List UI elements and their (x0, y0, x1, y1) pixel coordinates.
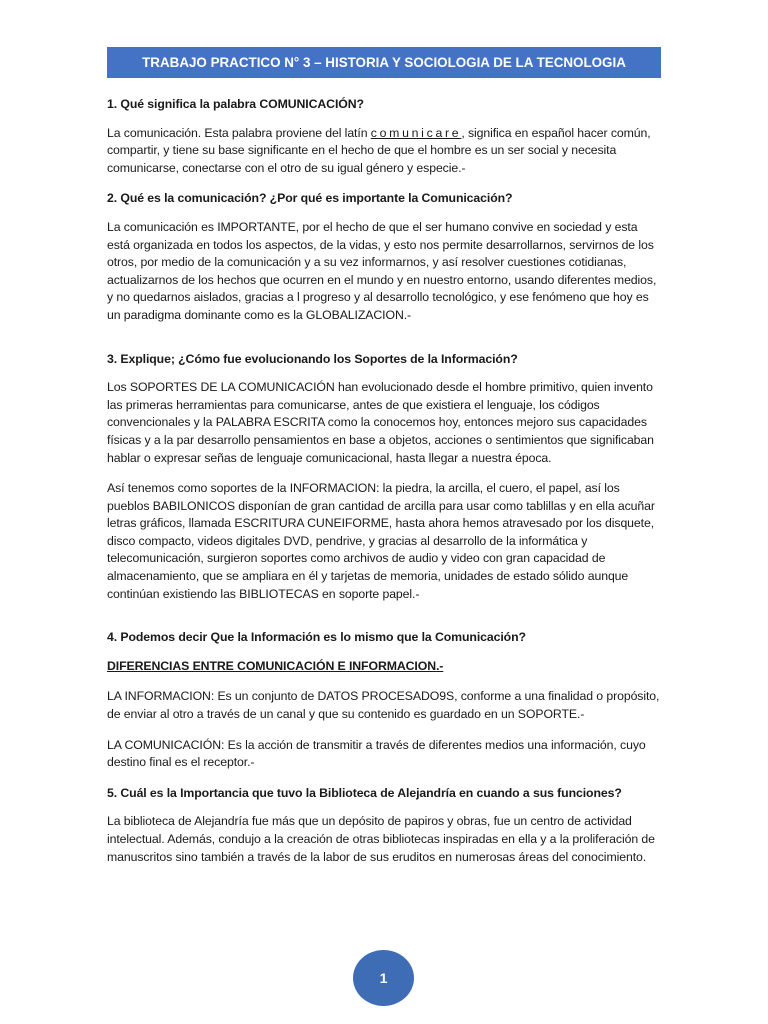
question-1: 1. Qué significa la palabra COMUNICACIÓN? (107, 97, 364, 111)
question-5: 5. Cuál es la Importancia que tuvo la Biblioteca de Alejandría en cuando a sus funciones? (107, 785, 622, 800)
answer-3-paragraph-1: Los SOPORTES DE LA COMUNICACIÓN han evolucionado desde el hombre primitivo, quien invento las primeras herramientas para comunicarse, antes de que existiera el lenguaje, los códigos convencionales y la PALABRA ESCRITA como la conocemos hoy, entonces mejoro sus capacidades físicas y a la par desarrollo pensamientos en base a objetos, acciones o sentimientos que significaban hablar o expresar señas de lenguaje comunicacional, hasta llegar a nuestra época. (107, 380, 654, 465)
question-2: 2. Qué es la comunicación? ¿Por qué es importante la Comunicación? (107, 191, 513, 206)
page-number-badge: 1 (353, 950, 414, 1006)
document-title: TRABAJO PRACTICO N° 3 – HISTORIA Y SOCIOLOGIA DE LA TECNOLOGIA (107, 47, 661, 78)
latin-word: comunicare (370, 125, 462, 140)
document-body (107, 96, 663, 879)
information-definition: LA INFORMACION: Es un conjunto de DATOS PROCESADO9S, conforme a una finalidad o propósito, de enviar al otro a través de un canal y que su contenido es guardado en un SOPORTE.- (107, 689, 660, 722)
differences-heading: DIFERENCIAS ENTRE COMUNICACIÓN E INFORMACION.- (107, 658, 444, 673)
answer-1-intro: La comunicación. Esta palabra proviene del latín (107, 125, 371, 140)
question-3: 3. Explique; ¿Cómo fue evolucionando los Soportes de la Información? (107, 351, 518, 366)
spacer (107, 338, 663, 351)
answer-5: La biblioteca de Alejandría fue más que un depósito de papiros y obras, fue un centro de actividad intelectual. Además, condujo a la creación de otras bibliotecas inspiradas en ella y a la proliferación de manuscritos sino también a través de la labor de sus eruditos en numerosas áreas del conocimiento. (107, 814, 655, 864)
answer-1 (107, 125, 663, 178)
question-4: 4. Podemos decir Que la Información es lo mismo que la Comunicación? (107, 630, 526, 645)
answer-1-rest: , significa en español hacer común, compartir, y tiene su base significante en el hecho de que el hombre es un ser social y necesita comunicarse, conectarse con el otro de su igual género y especie.- (107, 125, 651, 175)
spacer (107, 616, 663, 629)
answer-3-paragraph-2: Así tenemos como soportes de la INFORMACION: la piedra, la arcilla, el cuero, el papel, así los pueblos BABILONICOS disponían de gran cantidad de arcilla para usar como tablillas y en ella acuñar letras gráficos, llamada ESCRITURA CUNEIFORME, hasta ahora hemos atravesado por los disquete, disco compacto, videos digitales DVD, pendrive, y gracias al desarrollo de la informática y telecomunicación, surgieron soportes como archivos de audio y video con gran capacidad de almacenamiento, que se ampliara en él y tarjetas de memoria, unidades de estado sólido aunque continúan existiendo las BIBLIOTECAS en soporte papel.- (107, 481, 655, 601)
answer-2: La comunicación es IMPORTANTE, por el hecho de que el ser humano convive en sociedad y esta está organizada en todos los aspectos, de la vidas, y esto nos permite desarrollarnos, servirnos de los otros, por medio de la comunicación y a su vez informarnos, y así resolver cuestiones cotidianas, actualizarnos de los hechos que ocurren en el mundo y en nuestro entorno, usando diferentes medios, y no quedarnos aislados, gracias a l progreso y al desarrollo tecnológico, y ese fenómeno que hoy es un paradigma dominante como es la GLOBALIZACION.- (107, 219, 657, 322)
communication-definition: LA COMUNICACIÓN: Es la acción de transmitir a través de diferentes medios una información, cuyo destino final es el receptor.- (107, 737, 646, 770)
